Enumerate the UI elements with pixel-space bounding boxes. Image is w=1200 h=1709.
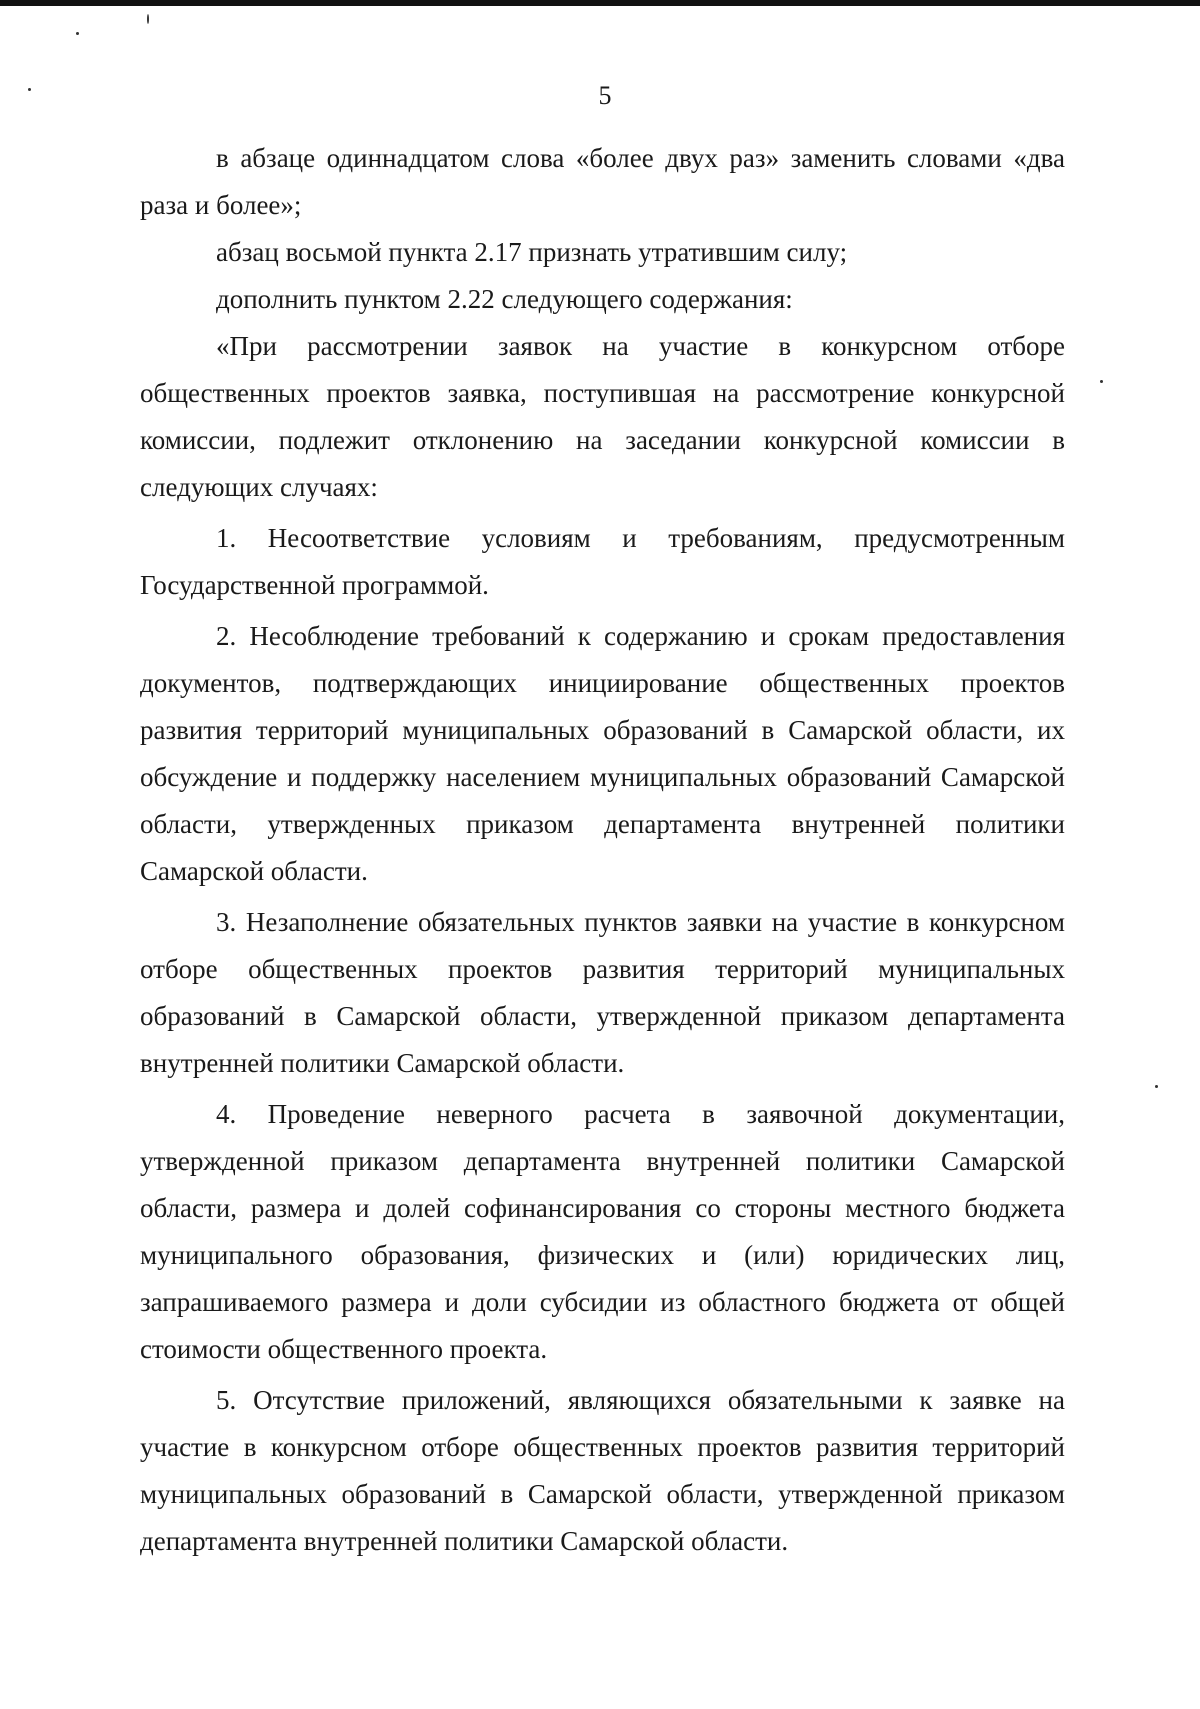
list-item: 5. Отсутствие приложений, являющихся обязательными к заявке на участие в конкурсном отборе общественных проектов развития территорий муниципальных образований в Самарской области, утвержденной приказом департамента внутренней политики Самарской области. — [140, 1385, 1065, 1556]
scan-top-edge — [0, 0, 1200, 6]
list-item: 3. Незаполнение обязательных пунктов заявки на участие в конкурсном отборе общественных проектов развития территорий муниципальных образований в Самарской области, утвержденной приказом департамента внутренней политики Самарской области. — [140, 907, 1065, 1078]
scan-speck — [1100, 380, 1103, 383]
paragraph: в абзаце одиннадцатом слова «более двух раз» заменить словами «два раза и более»; — [140, 143, 1065, 220]
scan-speck — [147, 14, 149, 24]
list-item: 1. Несоответствие условиям и требованиям, предусмотренным Государственной программой. — [140, 523, 1065, 600]
paragraph: «При рассмотрении заявок на участие в конкурсном отборе общественных проектов заявка, поступившая на рассмотрение конкурсной комиссии, подлежит отклонению на заседании конкурсной комиссии в следующих случаях: — [140, 331, 1065, 502]
scan-speck — [1155, 1085, 1158, 1088]
scan-speck — [76, 32, 79, 35]
page-number: 5 — [598, 81, 612, 110]
paragraph: абзац восьмой пункта 2.17 признать утратившим силу; — [216, 237, 848, 267]
document-body — [140, 135, 1065, 1565]
list-item: 4. Проведение неверного расчета в заявочной документации, утвержденной приказом департамента внутренней политики Самарской области, размера и долей софинансирования со стороны местного бюджета муниципального образования, физических и (или) юридических лиц, запрашиваемого размера и доли субсидии из областного бюджета от общей стоимости общественного проекта. — [140, 1099, 1065, 1364]
paragraph: дополнить пунктом 2.22 следующего содержания: — [216, 284, 793, 314]
list-item: 2. Несоблюдение требований к содержанию и срокам предоставления документов, подтверждающих инициирование общественных проектов развития территорий муниципальных образований в Самарской области, их обсуждение и поддержку населением муниципальных образований Самарской области, утвержденных приказом департамента внутренней политики Самарской области. — [140, 621, 1065, 886]
